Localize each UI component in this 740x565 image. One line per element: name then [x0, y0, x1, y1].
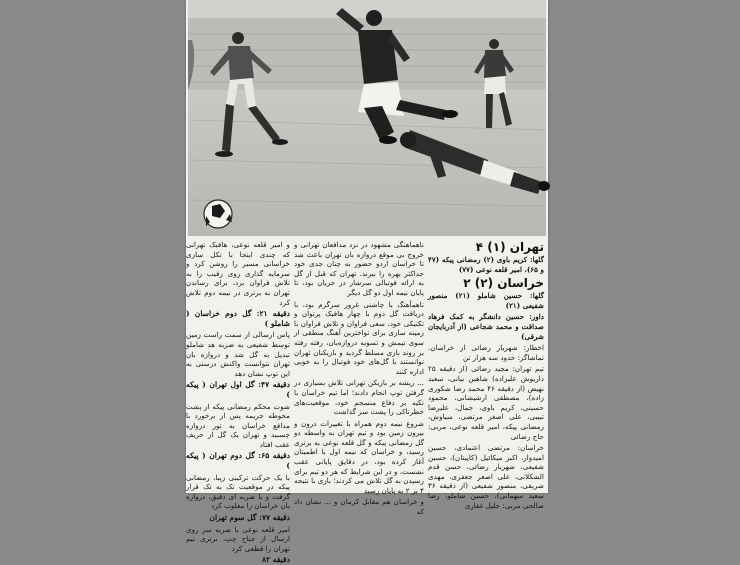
score-home: تهران (۱) ۴	[475, 240, 544, 254]
goals-away: گلها: حسین شاملو (۲۱) منصور شفیعی (۲۱)	[428, 291, 545, 310]
left-paragraph-4: با یک حرکت ترکیبی زیبا، رمضانی پیکه در موقعیت تک به تک قرار گرفت و با ضربه ای دقیق، دروازه بان خراسان را مغلوب کرد	[186, 472, 290, 511]
football	[204, 200, 232, 228]
middle-paragraph-3: ... ریشه بر بازیکن تهرانی تلاش بسیاری در گرفتن توپ انجام دادند؛ اما تیم خراسان با تکیه بر دفاع منسجم خود، موقعیت‌های خطرناکی را پشت سر گذاشت	[294, 378, 424, 417]
minute-heading-5: دقیقه ۸۲	[261, 555, 290, 565]
column-left	[186, 240, 290, 565]
referees: داور: حسین دانشگر به کمک فرهاد صداقت و محمد شجاعی (از آذربایجان شرقی)	[428, 312, 544, 341]
newspaper-page	[186, 0, 548, 565]
column-right	[428, 240, 545, 510]
minute-heading-2: دقیقه ۴۷: گل اول تهران ( پیکه )	[186, 380, 290, 399]
minute-heading-3: دقیقه ۶۵: گل دوم تهران ( پیکه )	[186, 451, 290, 471]
middle-paragraph-2: ناهمآهنگ با چاشنی غرور سرگرم بود، با دریافت گل دوم با چهار هافبک پرتوان و تکنیکی خود، سعی فراوان و تلاش فراوان با زمینه سازی برای تواخترین آهنگ منطقی از سوی تیمش و تسویه دروازه‌بان، رفته رفته بر روند بازی مسلط گردید و بازیکنان تهران توانستند با گل‌های خود فوتبال را به خوبی اداره کنند	[294, 299, 424, 376]
middle-paragraph-4: شروع نیمه دوم همراه با تغییرات درون و بیرون زمین بود و تیم تهران به واسطه دو گل رمضانی پیکه و گل قلعه نوعی به برتری رسید، و خراسان که نیمه اول با اطمینان آغاز کرده بود، در دقایق پایانی عقب نشست، و در این شرایط که هر دو تیم برای رسیدن به گل تلاش می کردند؛ بازی با نتیجه ۴ بر ۲ به پایان رسید	[294, 418, 424, 495]
right-paragraph-2: تیم تهران: مجید رضائی (از دقیقه ۲۵ داریوش علیزاده) شاهین بیانی، سعید نهیض (از دقیقه ۴۶ محمد رضا شکوری زاده)، مصطفی ارشیشانی، محمود حسینی، کریم باوی، جمال، علیرضا تبیبی، علی اصغر مرتضی، سیاوش، رمضانی پیکه، امیر قلعه نوعی، مربی: حاج رضائی	[428, 364, 544, 441]
goals-home: گلها: کریم باوی (۲) رمضانی پیکه (۴۷ و ۶۵)، امیر قلعه نوعی (۷۷)	[428, 255, 544, 274]
match-photo	[188, 0, 546, 236]
minute-heading-4: دقیقه ۷۷: گل سوم تهران	[209, 513, 290, 523]
match-photo-drawing	[188, 0, 546, 236]
right-paragraph-3: خراسان: مرتضی اعتمادی، حسین امیدوار، اکبر میکائیل (کاپیتان)، حسین شفیعی، شهریار رضائی، حسن قدم الشکلانی، علی اصغر جعفری، مهدی شریفی، منصور شفیعی (از دقیقه ۳۶ سعید سهمانی)، حسین شاملو، رضا صالحی مربی: جلیل غفاری	[428, 443, 544, 510]
left-paragraph-2: پاس ارسالی از سمت راست زمین توسط شفیعی به ضربه هد شاملو تبدیل به گل شد و دروازه بان تهران نتوانست واکنش درستی به این توپ نشان دهد	[186, 330, 290, 378]
left-paragraph-3: شوت محکم رمضانی پیکه از پشت محوطه جریمه پس از برخورد با مدافع خراسان به تور دروازه چسبید و تهران یک گل از حریف عقب افتاد	[186, 401, 290, 449]
score-away: خراسان (۲) ۲	[463, 276, 544, 291]
minute-heading-1: دقیقه ۲۱: گل دوم خراسان ( شاملو )	[186, 309, 290, 328]
article-body	[186, 240, 548, 565]
left-paragraph-5: امیر قلعه نوعی با ضربه سر روی ارسال از جناح چپ، برتری تیم تهران را قطعی کرد	[186, 524, 290, 553]
middle-paragraph-1: ناهماهنگی مشهود در نزد مدافعان تهرانی و خروج بی موقع دروازه بان تهران باعث شد تا خراسان اردو حضور به چنان جدی خود حداکثر بهره را ببرند. تهران که قبل از گل به ارائه فوتبالی سرشار در جریان بود، تا پایان نیمه اول دو گل دیگر	[294, 240, 424, 297]
middle-paragraph-5: و خراسان هم مقابل کرمان و ... نشان داد که	[294, 497, 424, 517]
right-paragraph-1: اخطار: شهریار رضائی از خراسان. تماشاگر: حدود سه هزار تن	[428, 343, 544, 362]
column-middle	[294, 240, 424, 517]
left-paragraph-1: و امیر قلعه نوعی، هافبک تهرانی که چندی اینجا با تکل سازی خراسانی مسیر را روشن کرد و سرمایه گذاری روی رقیب را به تلاش فراوان برد، برای رساندن تهران به برتری در نیمه دوم تلاش کرد	[186, 240, 290, 307]
